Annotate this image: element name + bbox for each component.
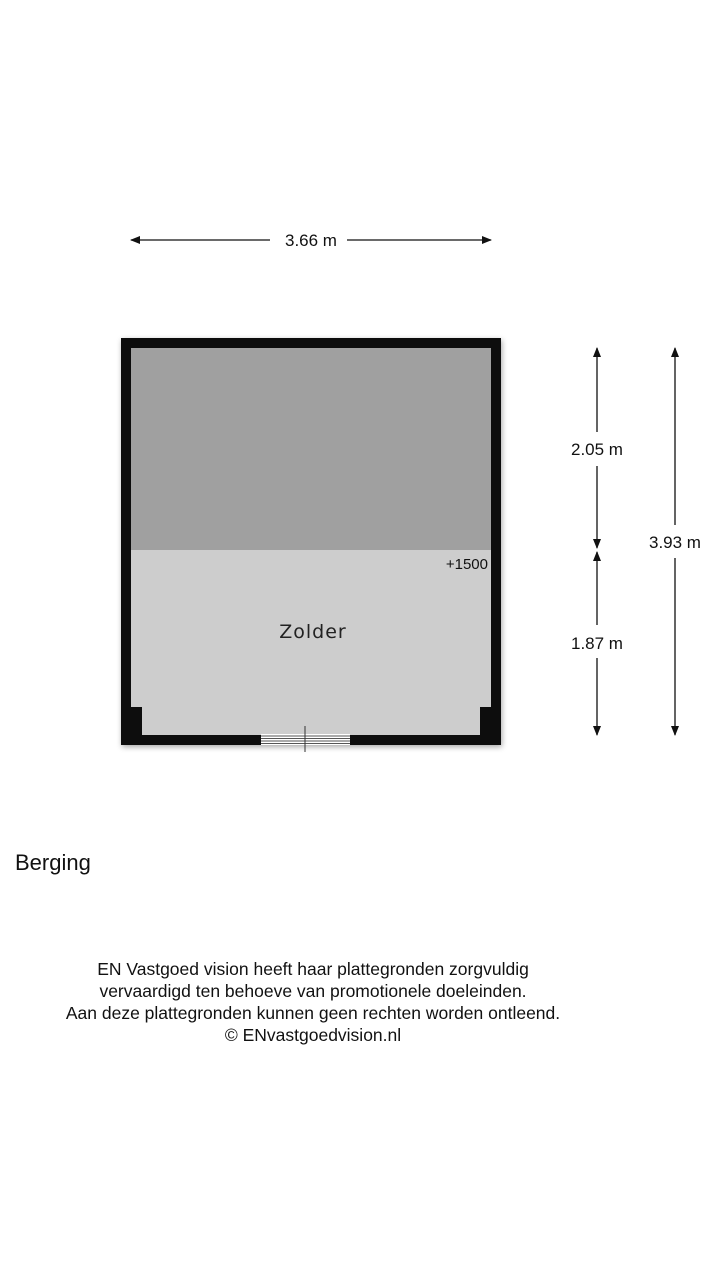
disclaimer-line: vervaardigd ten behoeve van promotionele doeleinden. <box>99 981 527 1001</box>
depth-split-dimension <box>571 348 623 735</box>
level-marker: +1500 <box>445 556 488 573</box>
low-ceiling-zone <box>131 348 491 550</box>
room-zolder <box>121 338 501 745</box>
disclaimer <box>0 958 626 1046</box>
corner-pillar-left <box>131 707 142 735</box>
width-dimension <box>131 231 491 250</box>
copyright-line: © ENvastgoedvision.nl <box>224 1025 402 1045</box>
room-label: Zolder <box>279 621 347 643</box>
depth-lower-label: 1.87 m <box>571 634 623 653</box>
depth-total-dimension <box>649 348 701 735</box>
width-dimension-label: 3.66 m <box>285 231 337 250</box>
depth-total-label: 3.93 m <box>649 533 701 552</box>
corner-pillar-right <box>480 707 491 735</box>
depth-upper-label: 2.05 m <box>571 440 623 459</box>
disclaimer-line: EN Vastgoed vision heeft haar plattegronden zorgvuldig <box>97 959 529 979</box>
floor-title: Berging <box>15 850 91 875</box>
disclaimer-line: Aan deze plattegronden kunnen geen rechten worden ontleend. <box>65 1003 561 1023</box>
